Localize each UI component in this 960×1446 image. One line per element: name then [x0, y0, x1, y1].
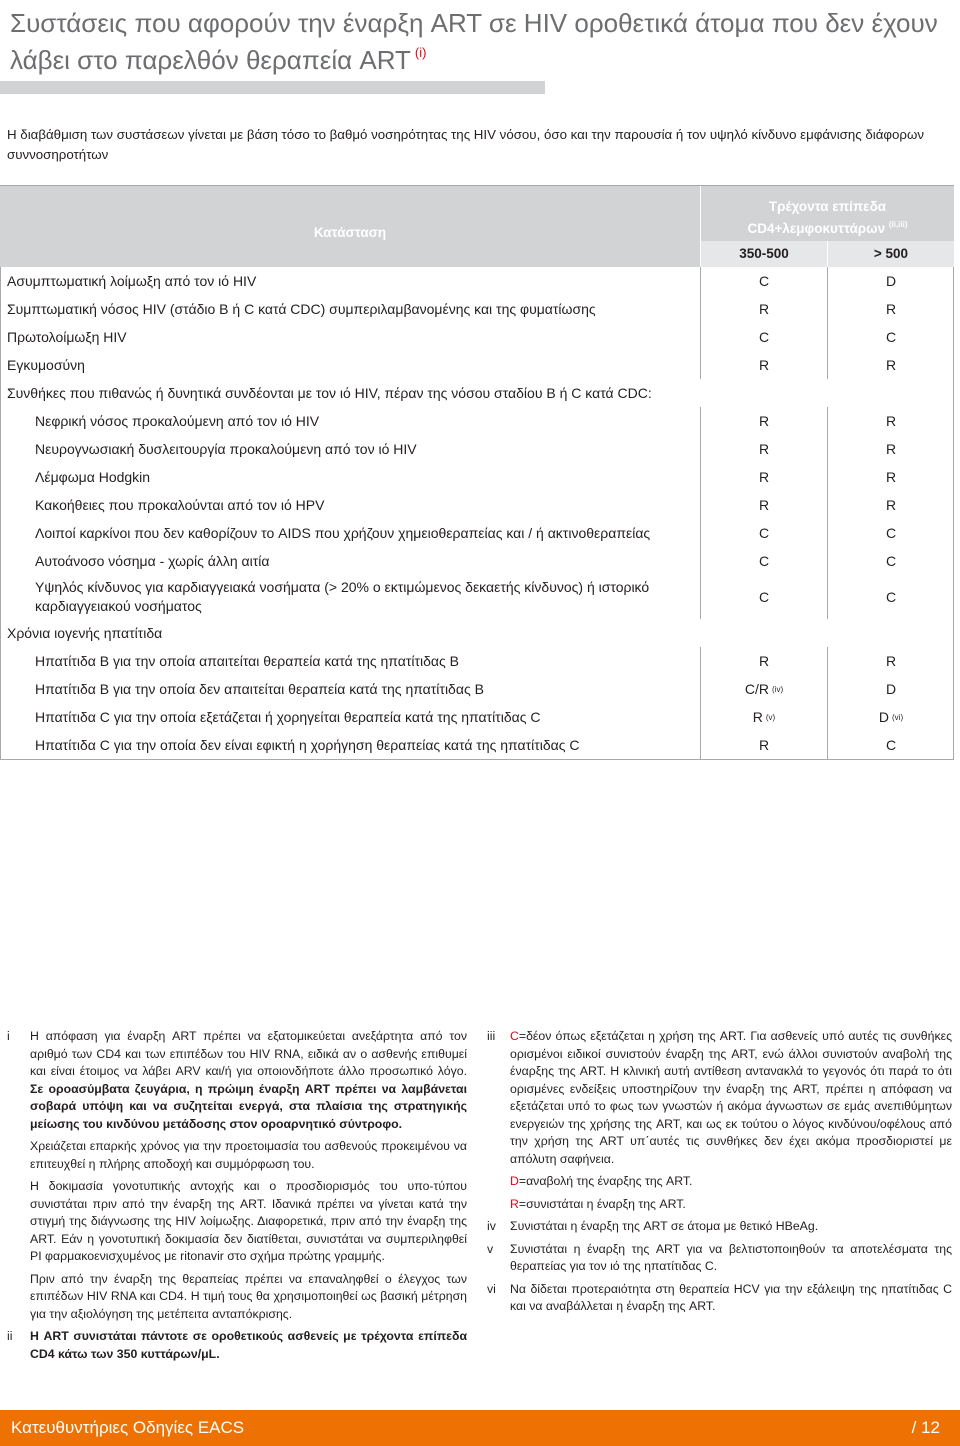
footnote-number: vi [487, 1281, 496, 1296]
table-row [0, 675, 954, 703]
cell-350-500 [700, 351, 827, 379]
row-condition: Κακοήθειες που προκαλούνται από τον ιό HPV [35, 496, 325, 513]
page-title [10, 8, 950, 75]
title-footnote-ref: (i) [414, 45, 427, 60]
footnote-number: ii [7, 1329, 13, 1343]
table-row [0, 407, 954, 435]
recommendation-value: R [758, 441, 770, 457]
recommendation-value: R [758, 497, 770, 513]
header-condition: Κατάσταση [313, 225, 387, 240]
row-condition: Πρωτολοίμωξη HIV [7, 328, 127, 345]
recommendation-value: C [758, 329, 770, 345]
table-row [0, 323, 954, 351]
cell-over-500 [827, 463, 954, 491]
recommendation-value: R [758, 737, 770, 753]
footnote-paragraph: Χρειάζεται επαρκής χρόνος για την προετοιμασία του ασθενούς προκειμένου να επιτευχθεί η πλήρης αποδοχή και συμμόρφωση του. [30, 1139, 467, 1171]
cell-over-500 [827, 323, 954, 351]
footnote-paragraph: Πριν από την έναρξη της θεραπείας πρέπει να επαναληφθεί ο έλεγχος των επιπέδων HIV RNA και CD4. Η τιμή τους θα χρησιμοποιηθεί ως βασική μέτρηση για την αξιολόγηση της μετέπειτα ανταπόκρισης. [30, 1271, 467, 1321]
footnote-paragraph [510, 1196, 952, 1214]
cell-350-500 [700, 575, 827, 619]
row-condition: Χρόνια ιογενής ηπατίτιδα [7, 624, 163, 641]
header-cd4-levels [700, 186, 954, 241]
footnote-text: Η απόφαση για έναρξη ART πρέπει να εξατομικεύεται ανεξάρτητα από τον αριθμό των CD4 και των επιπέδων του HIV RNA, ειδικά αν ο ασθενής επιθυμεί και είναι έτοιμος να λάβει ARV και/ή για οποιονδήποτε άλλο προσωπικό λόγο. [30, 1029, 467, 1078]
footnote-paragraph: Η δοκιμασία γονοτυπικής αντοχής και ο προσδιορισμός του υπο-τύπου συνιστάται πριν από την έναρξη της ART. Ιδανικά πρέπει να γίνεται κατά την στιγμή της διάγνωσης της HIV λοίμωξης. Διαφορετικά, πριν από την έναρξη της ART. Εάν η γονοτυπική δοκιμασία δεν διατίθεται, συνιστάται να συμπεριληφθεί PI φαρμακοενισχυμένος με ritonavir στο σχήμα πρώτης γραμμής. [30, 1179, 467, 1263]
footnote-number: iv [487, 1219, 496, 1233]
footnote-paragraph: Να δίδεται προτεραιότητα στη θεραπεία HCV για την εξάλειψη της ηπατίτιδας C και να αναβάλλεται η έναρξη της ART. [510, 1281, 952, 1313]
footnote-paragraph [30, 1028, 467, 1133]
cell-over-500 [827, 675, 954, 703]
recommendation-value: D [885, 273, 897, 289]
cell-350-500 [700, 647, 827, 675]
legend-key-c: C [510, 1029, 519, 1043]
recommendations-table [0, 185, 954, 760]
table-row [0, 295, 954, 323]
row-condition: Αυτοάνοσο νόσημα - χωρίς άλλη αιτία [35, 552, 270, 569]
row-condition: Υψηλός κίνδυνος για καρδιαγγειακά νοσήματα (> 20% ο εκτιμώμενος δεκαετής κίνδυνος) ή ιστορικό καρδιαγγειακού νοσήματος [35, 579, 650, 614]
cell-over-500 [827, 295, 954, 323]
footnote-paragraph: Συνιστάται η έναρξη της ART σε άτομα με θετικό HBeAg. [510, 1219, 819, 1233]
recommendation-value: R [752, 709, 763, 725]
legend-text-c: =δέον όπως εξετάζεται η χρήση της ART. Για ασθενείς υπό αυτές τις συνθήκες ορισμένοι ειδικοί συνιστούν έναρξη της ART, ενώ άλλοι συνιστούν αναβολή της έναρξης της ART. Η κλινική αυτή αντίθεση αντανακλά το γεγονός ότι παρά το ότι ορισμένες ενδείξεις υποστηρίζουν την έναρξη της ART, πρέπει η απόφαση να εξετάζεται υπό το φως των γνωστών ή ακόμα άγνωστων σε εμάς ανεπιθύμητων ενεργειών της χρήσης της ART, και ως εκ τούτου ο λόγος κινδύνου/οφέλους από την χρήση της ART υπ΄αυτές τις συνθήκες δεν έχει ακόμα προσδιοριστεί με απόλυτη σαφήνεια. [510, 1029, 952, 1166]
cell-350-500 [700, 267, 827, 295]
cell-350-500 [700, 435, 827, 463]
title-text: Συστάσεις που αφορούν την έναρξη ART σε HIV οροθετικά άτομα που δεν έχουν λάβει στο παρελθόν θεραπεία ART [10, 8, 938, 75]
footnote-paragraph [510, 1028, 952, 1168]
footnote-vi [487, 1281, 952, 1316]
footnote-iv [487, 1218, 952, 1236]
table-body [0, 267, 954, 759]
recommendation-value: C [758, 553, 770, 569]
recommendation-value: C [885, 589, 897, 605]
legend-text-r: =συνιστάται η έναρξη της ART. [518, 1196, 686, 1211]
footnote-ii [7, 1328, 467, 1363]
recommendation-value: R [885, 301, 897, 317]
cell-350-500 [700, 703, 827, 731]
table-row [0, 575, 954, 619]
recommendation-value: R [758, 357, 770, 373]
footnote-v [487, 1241, 952, 1276]
recommendation-value: D [878, 709, 889, 725]
table-row [0, 351, 954, 379]
recommendation-value: R [885, 469, 897, 485]
legend-key-r: R [510, 1196, 519, 1211]
footnote-iii [487, 1028, 952, 1213]
footnotes-left [7, 1028, 467, 1368]
header-cd4-footnote-ref: (ii,iii) [888, 220, 908, 229]
cell-over-500 [827, 351, 954, 379]
footnote-number: iii [487, 1029, 496, 1043]
recommendation-value: R [758, 653, 770, 669]
table-row [0, 647, 954, 675]
footnotes-right [487, 1028, 952, 1321]
table-header [0, 186, 954, 267]
table-row [0, 491, 954, 519]
cell-over-500 [827, 547, 954, 575]
legend-text-d: =αναβολή της έναρξης της ART. [518, 1174, 693, 1188]
row-condition: Νεφρική νόσος προκαλούμενη από τον ιό HIV [35, 412, 320, 429]
page-number: / 12 [911, 1418, 940, 1437]
table-row [0, 379, 954, 407]
row-condition: Συμπτωματική νόσος HIV (στάδιο B ή C κατά CDC) συμπεριλαμβανομένης και της φυματίωσης [7, 300, 596, 317]
recommendation-footnote-ref: (v) [765, 712, 776, 722]
recommendation-value: C [885, 525, 897, 541]
table-row [0, 619, 954, 647]
row-condition: Συνθήκες που πιθανώς ή δυνητικά συνδέονται με τον ιό HIV, πέραν της νόσου σταδίου B ή C κατά CDC: [7, 384, 652, 401]
recommendation-value: R [885, 653, 897, 669]
cell-over-500 [827, 435, 954, 463]
header-cd4-line2 [701, 216, 954, 238]
row-condition: Εγκυμοσύνη [7, 356, 85, 373]
recommendation-value: R [758, 413, 770, 429]
recommendation-value: C [758, 525, 770, 541]
footnote-number: i [7, 1029, 10, 1043]
recommendation-value: R [885, 357, 897, 373]
page-footer [0, 1410, 960, 1446]
recommendation-value: D [885, 681, 897, 697]
cell-350-500 [700, 519, 827, 547]
recommendation-value: C [758, 273, 770, 289]
intro-text: Η διαβάθμιση των συστάσεων γίνεται με βάση τόσο το βαθμό νοσηρότητας της HIV νόσου, όσο και την παρουσία ή τον υψηλό κίνδυνο εμφάνισης διάφορων συννοσηροτήτων [7, 127, 925, 162]
cell-over-500 [827, 407, 954, 435]
footnote-paragraph [510, 1173, 952, 1191]
table-row [0, 463, 954, 491]
recommendation-value: C [758, 589, 770, 605]
recommendation-value: C [885, 329, 897, 345]
row-condition: Ηπατίτιδα C για την οποία δεν είναι εφικτή η χορήγηση θεραπείας κατά της ηπατίτιδας C [35, 736, 580, 753]
table-row [0, 731, 954, 759]
cell-350-500 [700, 491, 827, 519]
recommendation-footnote-ref: (iv) [772, 684, 784, 694]
cell-over-500 [827, 267, 954, 295]
cell-350-500 [700, 323, 827, 351]
header-col-350-500: 350-500 [700, 241, 827, 267]
row-condition: Ηπατίτιδα B για την οποία απαιτείται θεραπεία κατά της ηπατίτιδας B [35, 652, 459, 669]
footnote-paragraph: Η ART συνιστάται πάντοτε σε οροθετικούς ασθενείς με τρέχοντα επίπεδα CD4 κάτω των 350 κυττάρων/μL. [30, 1329, 467, 1361]
recommendation-value: R [758, 301, 770, 317]
table-row [0, 435, 954, 463]
recommendation-value: R [758, 469, 770, 485]
recommendation-value: C/R [744, 681, 769, 697]
recommendation-value: C [885, 553, 897, 569]
cell-over-500 [827, 731, 954, 759]
table-row [0, 519, 954, 547]
row-condition: Νευρογνωσιακή δυσλειτουργία προκαλούμενη από τον ιό HIV [35, 440, 417, 457]
row-condition: Ηπατίτιδα C για την οποία εξετάζεται ή χορηγείται θεραπεία κατά της ηπατίτιδας C [35, 708, 541, 725]
footnote-paragraph: Συνιστάται η έναρξη της ART για να βελτιστοποιηθούν τα αποτελέσματα της θεραπείας για τον ιό της ηπατίτιδας C. [510, 1241, 952, 1273]
row-condition: Ασυμπτωματική λοίμωξη από τον ιό HIV [7, 272, 257, 289]
cell-350-500 [700, 463, 827, 491]
cell-350-500 [700, 731, 827, 759]
cell-350-500 [700, 675, 827, 703]
row-condition: Λοιποί καρκίνοι που δεν καθορίζουν το AIDS που χρήζουν χημειοθεραπείας και / ή ακτινοθεραπείας [35, 524, 651, 541]
table-row [0, 703, 954, 731]
row-condition: Ηπατίτιδα B για την οποία δεν απαιτείται θεραπεία κατά της ηπατίτιδας B [35, 680, 484, 697]
recommendation-value: C [885, 737, 897, 753]
recommendation-value: R [885, 413, 897, 429]
recommendation-footnote-ref: (vi) [892, 712, 904, 722]
header-cd4-line2-text: CD4+λεμφοκυττάρων [747, 221, 886, 236]
footnote-bold-text: Σε οροασύμβατα ζευγάρια, η πρώιμη έναρξη ART πρέπει να λαμβάνεται σοβαρά υπόψη και να συζητείται ενεργά, στα πλαίσια της στρατηγικής μείωσης του κινδύνου μετάδοσης στον οροαρνητικό σύντροφο. [30, 1081, 467, 1131]
footer-title: Κατευθυντήριες Οδηγίες EACS [11, 1418, 245, 1437]
recommendation-value: R [885, 441, 897, 457]
cell-over-500 [827, 519, 954, 547]
table-row [0, 267, 954, 295]
legend-key-d: D [510, 1174, 519, 1188]
title-underline-bar [0, 81, 545, 94]
footnote-number: v [487, 1241, 494, 1256]
table-row [0, 547, 954, 575]
cell-350-500 [700, 407, 827, 435]
cell-over-500 [827, 491, 954, 519]
cell-350-500 [700, 295, 827, 323]
cell-over-500 [827, 647, 954, 675]
header-col-over-500: > 500 [827, 241, 954, 267]
row-condition: Λέμφωμα Hodgkin [35, 468, 151, 485]
header-cd4-line1: Τρέχοντα επίπεδα [768, 199, 887, 214]
cell-over-500 [827, 575, 954, 619]
recommendation-value: R [885, 497, 897, 513]
cell-over-500 [827, 703, 954, 731]
footnote-i [7, 1028, 467, 1323]
cell-350-500 [700, 547, 827, 575]
